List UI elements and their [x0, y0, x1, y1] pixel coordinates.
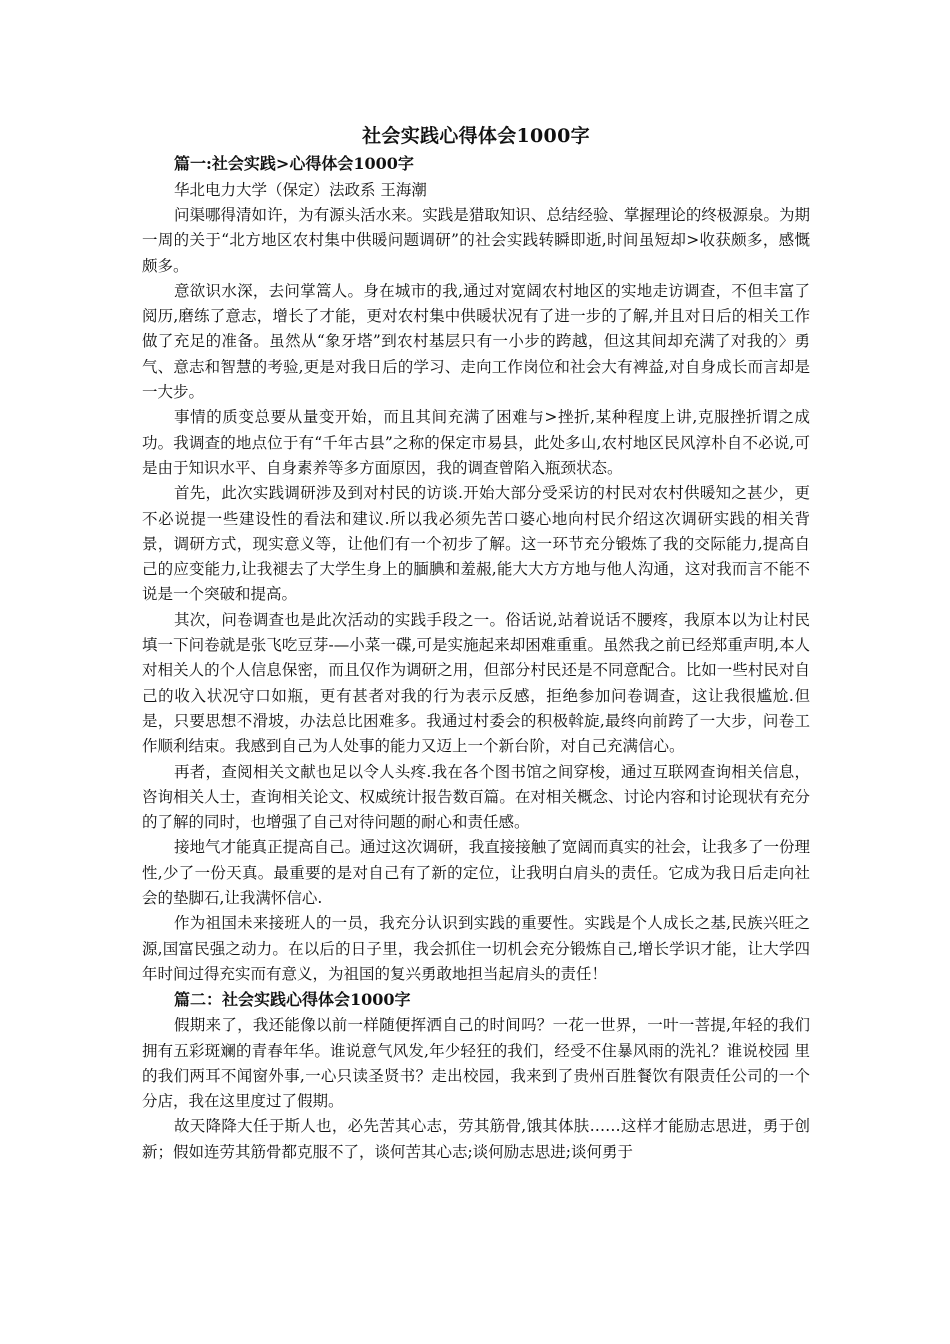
author-line: 华北电力大学（保定）法政系 王海潮 [174, 181, 427, 199]
document-title: 社会实践心得体会1000字 [362, 125, 590, 147]
paragraph: 故天降降大任于斯人也，必先苦其心志，劳其筋骨,饿其体肤……这样才能励志思进，勇于创新；假如连劳其筋骨都克服不了，谈何苦其心志;谈何励志思进;谈何勇于 [142, 1117, 810, 1161]
paragraph: 再者，查阅相关文献也足以令人头疼.我在各个图书馆之间穿梭，通过互联网查询相关信息，咨询相关人士，查询相关论文、权威统计报告数百篇。在对相关概念、讨论内容和讨论现状有充分的了解的同时，也增强了自己对待问题的耐心和责任感。 [142, 762, 810, 832]
section-heading: 篇二：社会实践心得体会1000字 [174, 990, 411, 1010]
paragraph: 意欲识水深，去问掌篙人。身在城市的我,通过对宽阔农村地区的实地走访调查，不但丰富了阅历,磨练了意志，增长了才能，更对农村集中供暖状况有了进一步的了解,并且对日后的相关工作做了充足的准备。虽然从“象牙塔”到农村基层只有一小步的跨越，但这其间却充满了对我的〉勇气、意志和智慧的考验,更是对我日后的学习、走向工作岗位和社会大有裨益,对自身成长而言却是一大步。 [142, 281, 810, 402]
paragraph: 其次，问卷调查也是此次活动的实践手段之一。俗话说,站着说话不腰疼，我原本以为让村民填一下问卷就是张飞吃豆芽-—小菜一碟,可是实施起来却困难重重。虽然我之前已经郑重声明,本人对相关人的个人信息保密，而且仅作为调研之用，但部分村民还是不同意配合。比如一些村民对自己的收入状况守口如瓶，更有甚者对我的行为表示反感，拒绝参加问卷调查，这让我很尴尬.但是，只要思想不滑坡，办法总比困难多。我通过村委会的积极斡旋,最终向前跨了一大步，问卷工作顺利结束。我感到自己为人处事的能力又迈上一个新台阶，对自己充满信心。 [142, 610, 810, 756]
document-body [142, 122, 810, 1165]
paragraph: 首先，此次实践调研涉及到对村民的访谈.开始大部分受采访的村民对农村供暖知之甚少，更不必说提一些建设性的看法和建议.所以我必须先苦口婆心地向村民介绍这次调研实践的相关背景，调研方式，现实意义等，让他们有一个初步了解。这一环节充分锻炼了我的交际能力,提高自己的应变能力,让我褪去了大学生身上的腼腆和羞赧,能大大方方地与他人沟通，这对我而言不能不说是一个突破和提高。 [142, 484, 810, 604]
section-heading: 篇一:社会实践>心得体会1000字 [174, 154, 414, 173]
paragraph: 作为祖国未来接班人的一员，我充分认识到实践的重要性。实践是个人成长之基,民族兴旺之源,国富民强之动力。在以后的日子里，我会抓住一切机会充分锻炼自己,增长学识才能，让大学四年时间过得充实而有意义，为祖国的复兴勇敢地担当起肩头的责任！ [142, 914, 810, 983]
paragraph: 事情的质变总要从量变开始，而且其间充满了困难与>挫折,某种程度上讲,克服挫折谓之成功。我调查的地点位于有“千年古县”之称的保定市易县，此处多山,农村地区民风淳朴自不必说,可是由于知识水平、自身素养等多方面原因，我的调查曾陷入瓶颈状态。 [142, 408, 810, 477]
paragraph: 问渠哪得清如许，为有源头活水来。实践是猎取知识、总结经验、掌握理论的终极源泉。为期一周的关于“北方地区农村集中供暖问题调研”的社会实践转瞬即逝,时间虽短却>收获颇多，感慨颇多。 [142, 206, 810, 275]
section-1 [142, 151, 810, 987]
paragraph: 假期来了，我还能像以前一样随便挥洒自己的时间吗？一花一世界，一叶一菩提,年轻的我们拥有五彩斑斓的青春年华。谁说意气风发,年少轻狂的我们，经受不住暴风雨的洗礼？谁说校园 里的我们两耳不闻窗外事,一心只读圣贤书？走出校园，我来到了贵州百胜餐饮有限责任公司的一个分店，我在这里度过了假期。 [142, 1016, 810, 1111]
section-2 [142, 987, 810, 1165]
paragraph: 接地气才能真正提高自己。通过这次调研，我直接接触了宽阔而真实的社会，让我多了一份理性,少了一份天真。最重要的是对自己有了新的定位，让我明白肩头的责任。它成为我日后走向社会的垫脚石,让我满怀信心. [142, 838, 810, 908]
